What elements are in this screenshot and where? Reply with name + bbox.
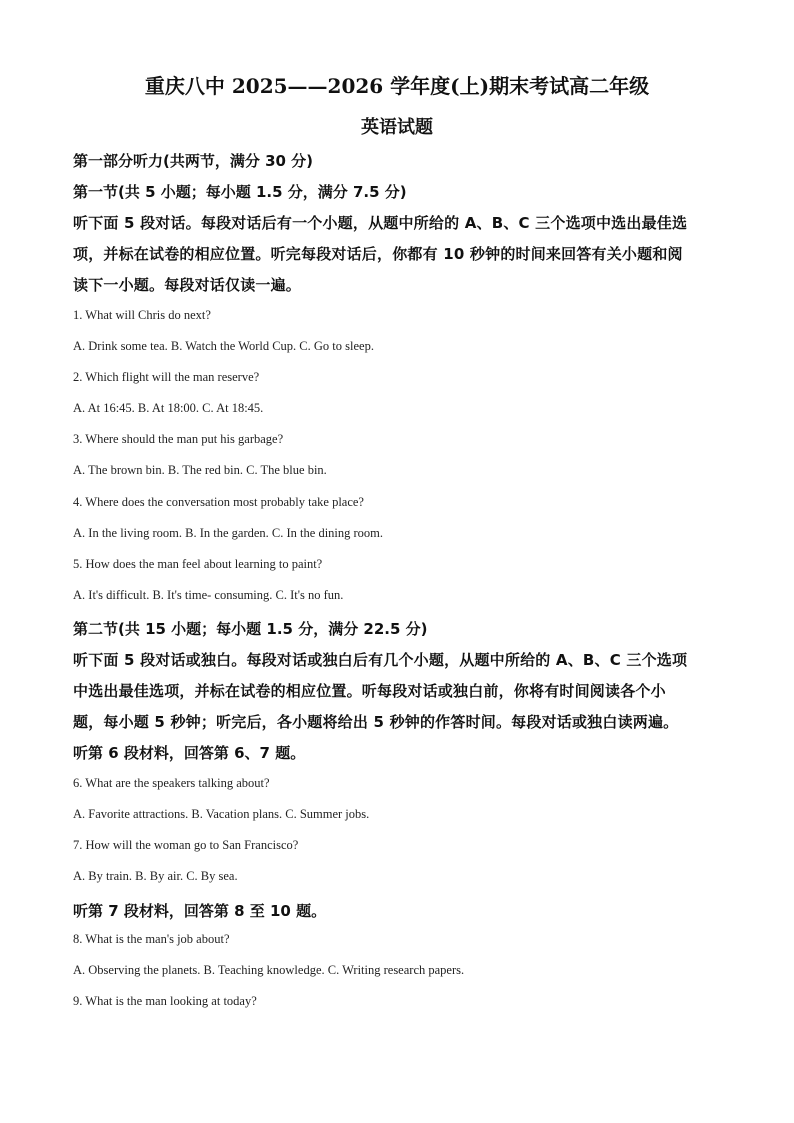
question-4-options: A. In the living room. B. In the garden. C. In the dining room. [73,526,384,540]
exam-subtitle: 英语试题 [361,117,433,138]
question-7-options: A. By train. B. By air. C. By sea. [73,869,238,883]
section1-instructions-line: 读下一小题。每段对话仅读一遍。 [73,276,302,294]
question-7: 7. How will the woman go to San Francisco? [73,838,299,852]
section2-instructions-line: 中选出最佳选项，并标在试卷的相应位置。听每段对话或独白前，你将有时间阅读各个小 [73,682,666,700]
question-4: 4. Where does the conversation most probably take place? [73,495,364,509]
exam-title: 重庆八中 2025——2026 学年度(上)期末考试高二年级 [144,74,650,98]
material-7-heading: 听第 7 段材料，回答第 8 至 10 题。 [73,902,327,920]
question-1-options: A. Drink some tea. B. Watch the World Cup. C. Go to sleep. [73,339,374,353]
question-2-options: A. At 16:45. B. At 18:00. C. At 18:45. [73,401,264,415]
question-6: 6. What are the speakers talking about? [73,776,270,790]
question-9: 9. What is the man looking at today? [73,994,257,1008]
question-3-options: A. The brown bin. B. The red bin. C. The blue bin. [73,463,327,477]
section2-instructions-line: 题，每小题 5 秒钟；听完后，各小题将给出 5 秒钟的作答时间。每段对话或独白读两遍。 [73,713,679,731]
question-5: 5. How does the man feel about learning to paint? [73,557,323,571]
question-6-options: A. Favorite attractions. B. Vacation plans. C. Summer jobs. [73,807,370,821]
question-1: 1. What will Chris do next? [73,308,211,322]
question-3: 3. Where should the man put his garbage? [73,432,284,446]
material-6-heading: 听第 6 段材料，回答第 6、7 题。 [73,744,306,762]
question-8-options: A. Observing the planets. B. Teaching knowledge. C. Writing research papers. [73,963,465,977]
question-8: 8. What is the man's job about? [73,932,230,946]
section1-instructions-line: 听下面 5 段对话。每段对话后有一个小题，从题中所给的 A、B、C 三个选项中选出最佳选 [73,214,688,232]
section2-instructions-line: 听下面 5 段对话或独白。每段对话或独白后有几个小题，从题中所给的 A、B、C 三个选项 [73,651,688,669]
section2-heading: 第二节(共 15 小题；每小题 1.5 分，满分 22.5 分) [73,620,428,638]
section1-instructions-line: 项，并标在试卷的相应位置。听完每段对话后，你都有 10 秒钟的时间来回答有关小题和阅 [73,245,683,263]
question-2: 2. Which flight will the man reserve? [73,370,260,384]
question-5-options: A. It's difficult. B. It's time- consuming. C. It's no fun. [73,588,344,602]
section1-heading: 第一节(共 5 小题；每小题 1.5 分，满分 7.5 分) [73,183,407,201]
part1-heading: 第一部分听力(共两节，满分 30 分) [73,152,314,170]
